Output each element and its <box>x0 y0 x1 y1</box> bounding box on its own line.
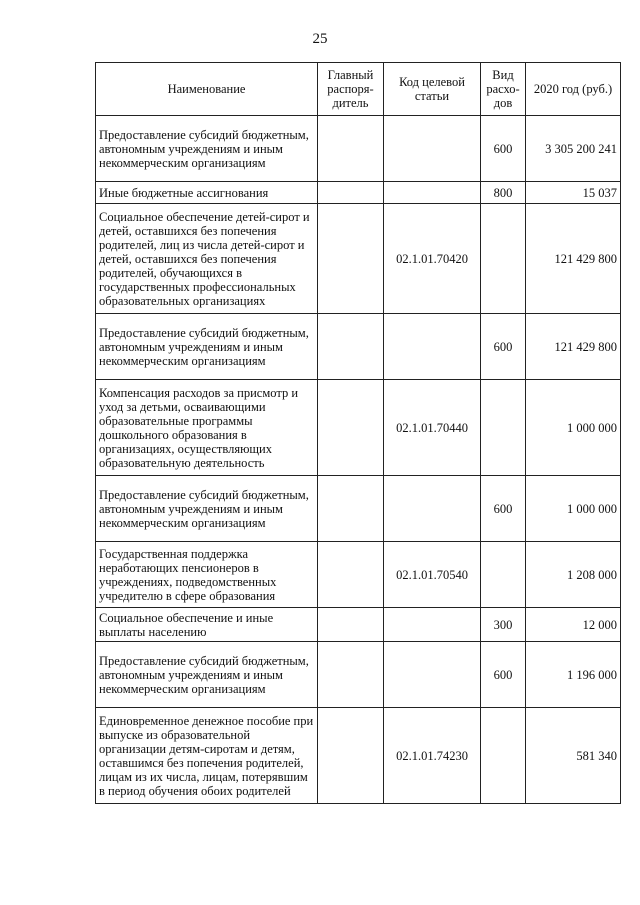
cell-amount: 3 305 200 241 <box>526 116 621 182</box>
table-row <box>96 708 621 804</box>
cell-type <box>481 380 526 476</box>
cell-type: 600 <box>481 476 526 542</box>
cell-code: 02.1.01.70440 <box>384 380 481 476</box>
cell-code: 02.1.01.74230 <box>384 708 481 804</box>
cell-code: 02.1.01.70420 <box>384 204 481 314</box>
cell-code <box>384 608 481 642</box>
cell-type <box>481 542 526 608</box>
table-row <box>96 182 621 204</box>
cell-type <box>481 708 526 804</box>
cell-type <box>481 204 526 314</box>
cell-chief <box>318 314 384 380</box>
header-year: 2020 год (руб.) <box>526 63 621 116</box>
cell-code <box>384 116 481 182</box>
cell-name: Предоставление субсидий бюджетным, автономным учреждениям и иным некоммерческим организациям <box>96 642 318 708</box>
cell-type: 600 <box>481 642 526 708</box>
cell-amount: 121 429 800 <box>526 314 621 380</box>
header-code: Код целевой статьи <box>384 63 481 116</box>
cell-name: Единовременное денежное пособие при выпуске из образовательной организации детям-сиротам и детям, оставшимся без попечения родителей, лицам из их числа, лицам, потерявшим в период обучения обоих родителей <box>96 708 318 804</box>
cell-amount: 1 196 000 <box>526 642 621 708</box>
cell-name: Иные бюджетные ассигнования <box>96 182 318 204</box>
cell-chief <box>318 116 384 182</box>
header-type: Вид расхо-дов <box>481 63 526 116</box>
header-name: Наименование <box>96 63 318 116</box>
cell-chief <box>318 642 384 708</box>
cell-code <box>384 642 481 708</box>
table-row <box>96 380 621 476</box>
header-chief: Главный распоря-дитель <box>318 63 384 116</box>
table-row <box>96 204 621 314</box>
cell-chief <box>318 708 384 804</box>
table-row <box>96 542 621 608</box>
table-row <box>96 476 621 542</box>
cell-code: 02.1.01.70540 <box>384 542 481 608</box>
cell-chief <box>318 204 384 314</box>
cell-chief <box>318 182 384 204</box>
table-row <box>96 642 621 708</box>
cell-amount: 1 000 000 <box>526 380 621 476</box>
cell-type: 600 <box>481 314 526 380</box>
budget-table <box>95 62 621 804</box>
cell-chief <box>318 380 384 476</box>
cell-type: 800 <box>481 182 526 204</box>
cell-amount: 581 340 <box>526 708 621 804</box>
table-header-row <box>96 63 621 116</box>
cell-amount: 12 000 <box>526 608 621 642</box>
cell-code <box>384 314 481 380</box>
cell-name: Социальное обеспечение детей-сирот и детей, оставшихся без попечения родителей, лиц из числа детей-сирот и детей, оставшихся без попечения родителей, обучающихся в государственных профессиональных образовательных организациях <box>96 204 318 314</box>
cell-chief <box>318 476 384 542</box>
table-row <box>96 116 621 182</box>
cell-name: Социальное обеспечение и иные выплаты населению <box>96 608 318 642</box>
cell-name: Предоставление субсидий бюджетным, автономным учреждениям и иным некоммерческим организациям <box>96 116 318 182</box>
cell-name: Предоставление субсидий бюджетным, автономным учреждениям и иным некоммерческим организациям <box>96 476 318 542</box>
cell-code <box>384 476 481 542</box>
cell-amount: 1 208 000 <box>526 542 621 608</box>
cell-chief <box>318 608 384 642</box>
cell-amount: 1 000 000 <box>526 476 621 542</box>
page-number: 25 <box>312 31 328 47</box>
cell-amount: 121 429 800 <box>526 204 621 314</box>
table-body <box>96 116 621 804</box>
table-row <box>96 608 621 642</box>
cell-type: 600 <box>481 116 526 182</box>
table-row <box>96 314 621 380</box>
cell-amount: 15 037 <box>526 182 621 204</box>
cell-name: Государственная поддержка неработающих пенсионеров в учреждениях, подведомственных учредителю в сфере образования <box>96 542 318 608</box>
cell-name: Компенсация расходов за присмотр и уход за детьми, осваивающими образовательные программы дошкольного образования в организациях, осуществляющих образовательную деятельность <box>96 380 318 476</box>
cell-name: Предоставление субсидий бюджетным, автономным учреждениям и иным некоммерческим организациям <box>96 314 318 380</box>
cell-code <box>384 182 481 204</box>
cell-chief <box>318 542 384 608</box>
cell-type: 300 <box>481 608 526 642</box>
